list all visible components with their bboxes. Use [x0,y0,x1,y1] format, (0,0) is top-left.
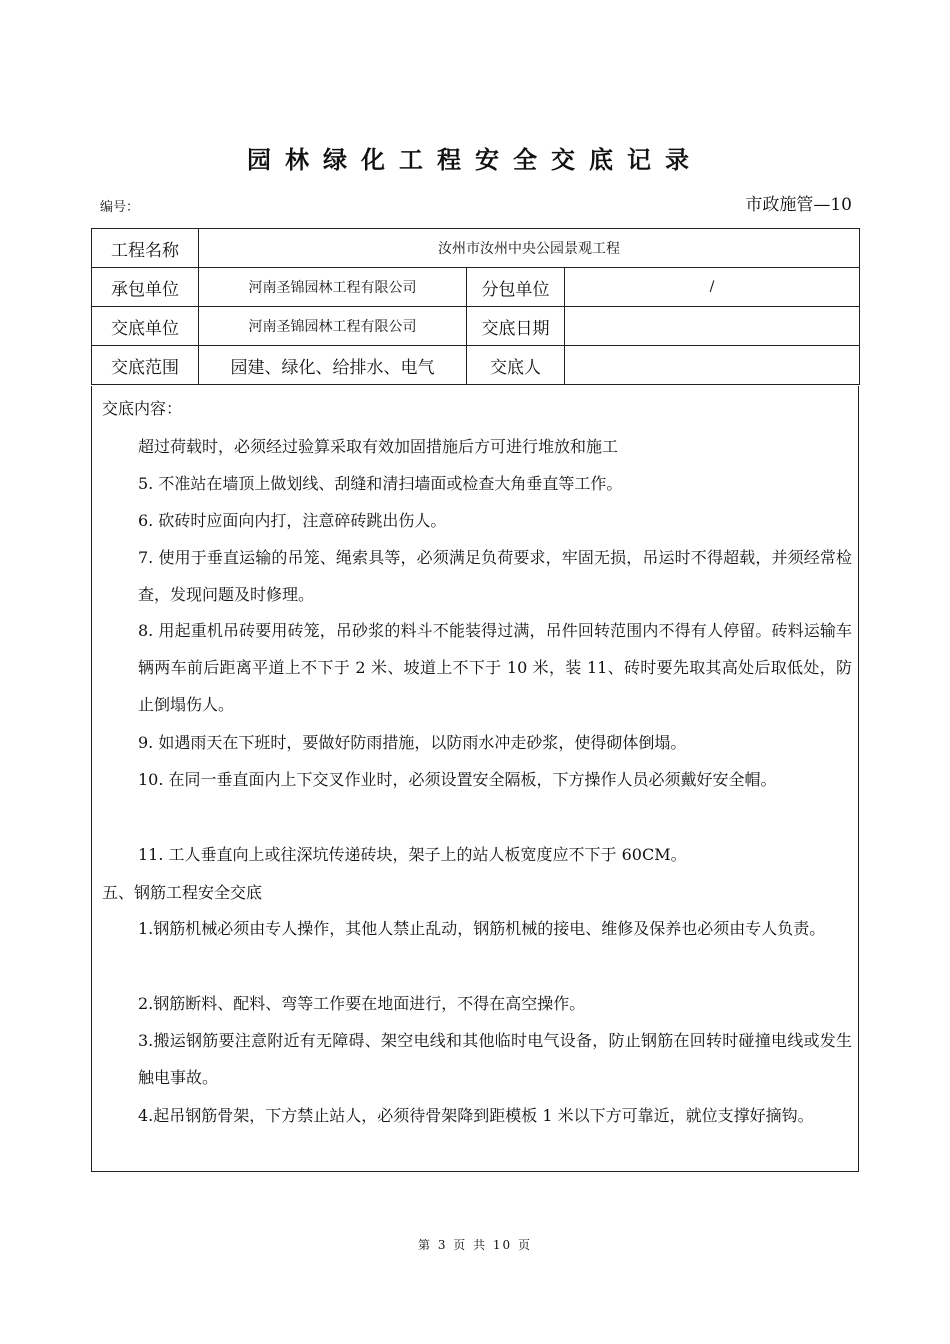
content-box [91,386,859,1172]
content-item: 11. 工人垂直向上或往深坑传递砖块，架子上的站人板宽度应不下于 60CM。 [138,845,687,864]
page-number: 第 3 页 共 10 页 [418,1238,532,1252]
table-row [92,346,860,385]
content-item: 10. 在同一垂直面内上下交叉作业时，必须设置安全隔板，下方操作人员必须戴好安全帽。 [138,770,777,789]
content-item: 5. 不准站在墙顶上做划线、刮缝和清扫墙面或检查大角垂直等工作。 [138,474,623,493]
code-value: 市政施管—10 [745,195,852,215]
date-label: 交底日期 [467,307,565,346]
issuer-value: 河南圣锦园林工程有限公司 [199,307,467,346]
section-item: 1.钢筋机械必须由专人操作，其他人禁止乱动，钢筋机械的接电、维修及保养也必须由专人负责。 [138,919,826,938]
content-item: 6. 砍砖时应面向内打，注意碎砖跳出伤人。 [138,511,447,530]
content-item: 7. 使用于垂直运输的吊笼、绳索具等，必须满足负荷要求，牢固无损，吊运时不得超载，并须经常检查，发现问题及时修理。 [138,548,852,604]
info-table [91,228,860,385]
subcontractor-label: 分包单位 [467,268,565,307]
document-title: 园林绿化工程安全交底记录 [247,146,703,174]
project-label: 工程名称 [92,229,199,268]
table-row [92,229,860,268]
project-value: 汝州市汝州中央公园景观工程 [199,229,860,268]
contractor-value: 河南圣锦园林工程有限公司 [199,268,467,307]
content-item: 超过荷载时，必须经过验算采取有效加固措施后方可进行堆放和施工 [138,437,619,456]
subcontractor-value: / [565,268,860,307]
section-item: 4.起吊钢筋骨架，下方禁止站人，必须待骨架降到距模板 1 米以下方可靠近，就位支撑好摘钩。 [138,1106,814,1125]
scope-value: 园建、绿化、给排水、电气 [199,346,467,385]
table-row [92,268,860,307]
date-value [565,307,860,346]
section-item: 3.搬运钢筋要注意附近有无障碍、架空电线和其他临时电气设备，防止钢筋在回转时碰撞电线或发生触电事故。 [138,1031,852,1087]
content-item: 9. 如遇雨天在下班时，要做好防雨措施，以防雨水冲走砂浆，使得砌体倒塌。 [138,733,687,752]
issuer-label: 交底单位 [92,307,199,346]
person-value [565,346,860,385]
content-item: 8. 用起重机吊砖要用砖笼，吊砂浆的料斗不能装得过满，吊件回转范围内不得有人停留。砖料运输车辆两车前后距离平道上不下于 2 米、坡道上不下于 10 米，装 11、砖时要先取其高处后取低处，防止倒塌伤人。 [138,621,852,714]
content-heading: 交底内容： [102,399,183,418]
table-row [92,307,860,346]
scope-label: 交底范围 [92,346,199,385]
contractor-label: 承包单位 [92,268,199,307]
code-label: 编号： [100,200,140,215]
section-title: 五、钢筋工程安全交底 [102,883,263,902]
section-item: 2.钢筋断料、配料、弯等工作要在地面进行，不得在高空操作。 [138,994,586,1013]
person-label: 交底人 [467,346,565,385]
